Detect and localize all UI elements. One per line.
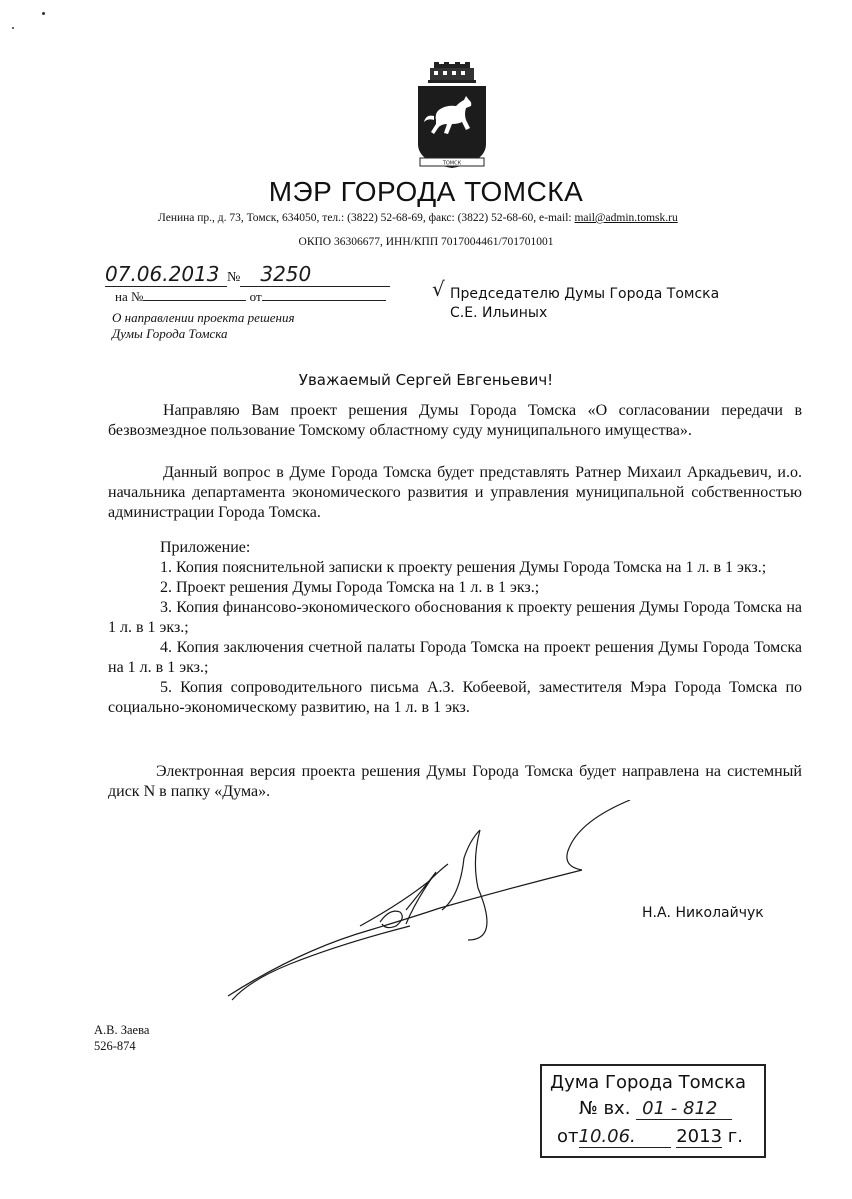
number-label: № bbox=[227, 270, 241, 285]
body-paragraph: Направляю Вам проект решения Думы Города Томска «О согласовании передачи в безвозмездное пользование Томскому областному суду муниципального имущества». bbox=[108, 402, 802, 439]
greeting: Уважаемый Сергей Евгеньевич! bbox=[298, 371, 554, 389]
attachment-item: 5. Копия сопроводительного письма А.З. Кобеевой, заместителя Мэра Города Томска по социально-экономическому развитию, на 1 л. в 1 экз. bbox=[108, 679, 802, 716]
subject-line: Думы Города Томска bbox=[112, 326, 228, 341]
signer-name: Н.А. Николайчук bbox=[642, 905, 764, 921]
executor-phone: 526-874 bbox=[94, 1039, 136, 1053]
attachment-item: 1. Копия пояснительной записки к проекту решения Думы Города Томска на 1 л. в 1 экз.; bbox=[160, 559, 767, 576]
attachment-item: 3. Копия финансово-экономического обоснования к проекту решения Думы Города Томска на 1 л. в 1 экз.; bbox=[108, 599, 802, 636]
addressee-name: С.Е. Ильиных bbox=[450, 305, 548, 321]
addressee-title: Председателю Думы Города Томска bbox=[450, 286, 720, 302]
stamp-date: 10.06. bbox=[579, 1126, 671, 1148]
outgoing-date: 07.06.2013 bbox=[105, 262, 227, 287]
stamp-in-label: № вх. bbox=[579, 1098, 631, 1119]
stamp-in-number: 01 - 812 bbox=[636, 1098, 732, 1120]
stamp-org: Дума Города Томска bbox=[550, 1072, 747, 1093]
attachment-item: 4. Копия заключения счетной палаты Города Томска на проект решения Думы Города Томска на 1 л. в 1 экз.; bbox=[108, 639, 802, 676]
attachment-item: 2. Проект решения Думы Города Томска на 1 л. в 1 экз.; bbox=[160, 579, 540, 596]
executor-name: А.В. Заева bbox=[94, 1023, 150, 1037]
email-link[interactable]: mail@admin.tomsk.ru bbox=[574, 212, 678, 224]
body-paragraph: Данный вопрос в Думе Города Томска будет представлять Ратнер Михаил Аркадьевич, и.о. начальника департамента экономического развития и управления муниципальной собственностью администрации Города Томска. bbox=[108, 464, 802, 521]
crown-icon bbox=[428, 62, 476, 83]
letterhead-title: МЭР ГОРОДА ТОМСКА bbox=[268, 176, 584, 207]
attachments-title: Приложение: bbox=[160, 539, 251, 556]
reply-date-field bbox=[262, 288, 386, 301]
city-coat-of-arms-icon bbox=[414, 62, 490, 170]
body-paragraph: Электронная версия проекта решения Думы Города Томска будет направлена на системный диск N в папку «Дума». bbox=[108, 763, 802, 800]
addressee-block bbox=[450, 285, 719, 323]
stamp-year-suffix: г. bbox=[727, 1126, 743, 1147]
letterhead-codes: ОКПО 36306677, ИНН/КПП 7017004461/701701001 bbox=[298, 236, 554, 248]
reply-number-field bbox=[143, 288, 246, 301]
stamp-incoming-number-line bbox=[579, 1098, 732, 1120]
subject-line: О направлении проекта решения bbox=[112, 310, 295, 325]
letterhead-address bbox=[158, 212, 678, 224]
executor-block bbox=[94, 1022, 149, 1054]
reply-reference-line bbox=[115, 288, 386, 305]
reply-from-label: от bbox=[249, 289, 262, 304]
stamp-from-label: от bbox=[557, 1126, 579, 1147]
registration-line bbox=[105, 262, 390, 287]
stamp-year: 2013 bbox=[676, 1126, 723, 1147]
check-mark: √ bbox=[432, 277, 445, 301]
signature-scribble bbox=[210, 800, 650, 1020]
attachments-list bbox=[108, 538, 802, 718]
scan-speck bbox=[42, 12, 45, 15]
outgoing-number: 3250 bbox=[240, 262, 390, 287]
scan-speck bbox=[12, 27, 14, 29]
incoming-registration-stamp bbox=[540, 1064, 766, 1158]
reply-to-label: на № bbox=[115, 289, 144, 304]
letter-subject bbox=[112, 310, 295, 342]
address-text: Ленина пр., д. 73, Томск, 634050, тел.: (3822) 52-68-69, факс: (3822) 52-68-60, e-mail: bbox=[158, 212, 575, 224]
crest-motto: ТОМСК bbox=[442, 160, 462, 167]
stamp-date-line bbox=[557, 1126, 743, 1148]
